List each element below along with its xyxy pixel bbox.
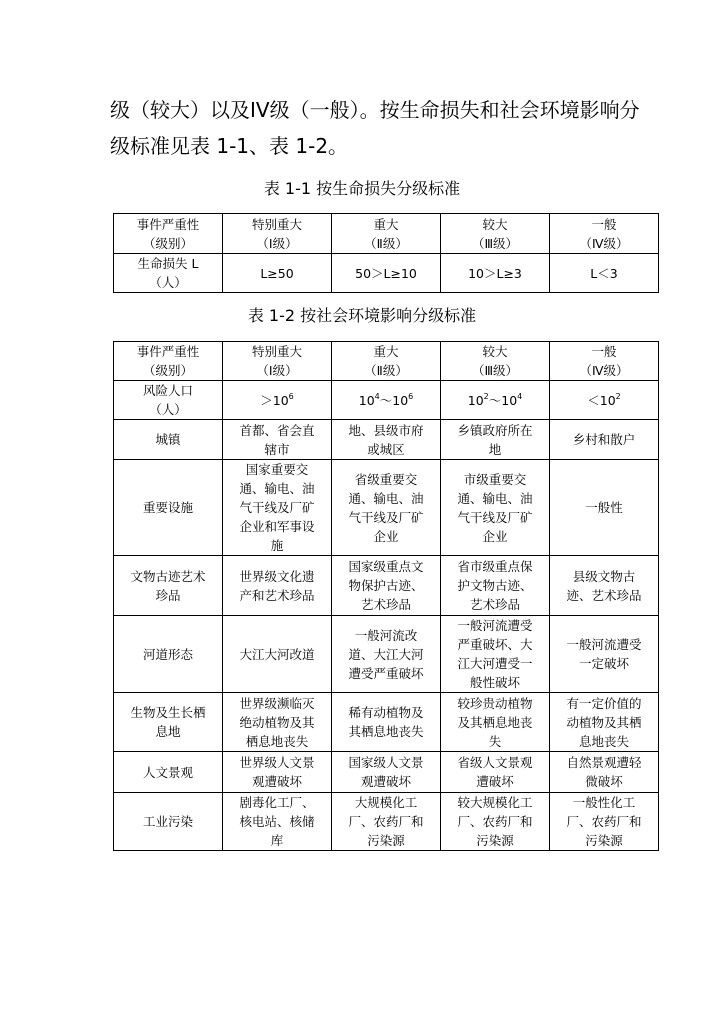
cell-line: 通、输电、油 [239, 481, 315, 496]
cell-line: 通、输电、油 [348, 490, 424, 506]
exponent: 2 [615, 391, 621, 401]
cell-line: 道、大江大河 [348, 646, 424, 662]
table-cell [550, 693, 659, 752]
paragraph-line: 级（较大）以及IV级（一般）。按生命损失和社会环境影响分 [110, 98, 640, 122]
table-cell [550, 793, 659, 851]
table-cell [332, 214, 441, 254]
cell-line: 人文景观 [142, 764, 193, 780]
cell-line: 国家级人文景 [348, 755, 424, 770]
cell-line: 污染源 [476, 833, 514, 848]
table-cell [223, 460, 332, 556]
cell-line: 特别重大 [251, 344, 302, 359]
table-cell [332, 693, 441, 752]
table-cell [332, 556, 441, 616]
cell-line: 污染源 [367, 833, 405, 848]
table-cell [114, 214, 223, 254]
cell-line: 自然景观遭轻 [566, 755, 642, 770]
cell-line: 般性破坏 [469, 675, 520, 690]
table-cell [114, 616, 223, 693]
cell-line: 厂、农药厂和 [457, 814, 533, 829]
cell-line: 核电站、核储 [239, 814, 315, 829]
cell-line: 厂、农药厂和 [566, 814, 642, 829]
cell-line: 气干线及厂矿 [348, 509, 424, 525]
cell-line: 风险人口 [142, 383, 193, 398]
cell-line: 通、输电、油 [457, 490, 533, 506]
table-row [114, 752, 659, 793]
cell-line: 一般河流改 [354, 627, 418, 643]
table-cell [332, 793, 441, 851]
cell-line: 有一定价值的 [566, 695, 642, 711]
population-value: ＞10 [260, 392, 289, 408]
cell-line: 企业和军事设 [239, 519, 315, 534]
cell-line: 厂、农药厂和 [348, 814, 424, 829]
table-row [114, 420, 659, 460]
table-cell [550, 342, 659, 381]
population-value: ～10 [379, 392, 409, 408]
cell-line: （级别） [142, 363, 193, 378]
table-cell [550, 214, 659, 254]
cell-line: 遭受严重破坏 [348, 665, 424, 681]
cell-line: 特别重大 [251, 216, 302, 232]
cell-line: 息地 [155, 724, 181, 739]
cell-line: 企业 [373, 528, 399, 544]
cell-line: 迹、艺术珍品 [566, 587, 642, 603]
table-row [114, 460, 659, 556]
table-cell [332, 752, 441, 793]
cell-line: 动植物及其栖 [566, 714, 642, 730]
cell-line: 气干线及厂矿 [457, 509, 533, 525]
table-cell [550, 556, 659, 616]
cell-line: 观遭破坏 [251, 774, 302, 789]
cell-line: 江大河遭受一 [457, 656, 533, 671]
table-cell [223, 616, 332, 693]
table-cell [441, 693, 550, 752]
table-cell [114, 693, 223, 752]
cell-line: 艺术珍品 [469, 597, 520, 612]
table-cell [114, 752, 223, 793]
cell-line: 严重破坏、大 [457, 637, 533, 652]
life-loss-table [113, 213, 659, 293]
table-cell [223, 420, 332, 460]
cell-line: 文物古迹艺术 [130, 568, 206, 584]
cell-line: 50＞L≥10 [355, 265, 417, 281]
table-cell [332, 342, 441, 381]
table-cell [114, 381, 223, 420]
table-cell [550, 616, 659, 693]
table-cell [223, 693, 332, 752]
cell-line: 失 [488, 733, 502, 749]
cell-line: 世界级人文景 [239, 755, 315, 770]
table-row [114, 254, 659, 293]
cell-line: 一般河流遭受 [566, 637, 642, 652]
table-cell [441, 793, 550, 851]
population-value: 10 [358, 392, 375, 408]
cell-line: （Ⅱ级） [364, 363, 408, 378]
table-row [114, 693, 659, 752]
cell-line: 一般 [591, 344, 617, 359]
cell-line: 其栖息地丧失 [348, 724, 424, 739]
table-cell [223, 342, 332, 381]
cell-line: 较珍贵动植物 [457, 695, 533, 711]
cell-line: （Ⅰ级） [256, 363, 298, 378]
cell-line: 市级重要交 [463, 471, 527, 487]
cell-line: 气干线及厂矿 [239, 500, 315, 515]
cell-line: 施 [270, 538, 284, 553]
cell-line: （Ⅰ级） [256, 235, 298, 251]
cell-line: 微破坏 [585, 774, 623, 789]
cell-line: 艺术珍品 [360, 597, 411, 612]
table-cell [223, 381, 332, 420]
table-cell [223, 556, 332, 616]
cell-line: 地、县级市府 [348, 422, 424, 438]
table-cell [223, 254, 332, 293]
table-cell [332, 460, 441, 556]
cell-line: 重大 [373, 216, 399, 232]
table-cell [441, 214, 550, 254]
table-row [114, 556, 659, 616]
table-cell [441, 381, 550, 420]
cell-line: 河道形态 [142, 646, 193, 662]
cell-line: 及其栖息地丧 [457, 714, 533, 730]
cell-line: （人） [149, 275, 187, 290]
cell-line: 较大规模化工 [457, 795, 533, 810]
social-environment-table [113, 341, 659, 851]
cell-line: L＜3 [590, 265, 618, 281]
table-row [114, 616, 659, 693]
table-cell [550, 254, 659, 293]
cell-line: 城镇 [155, 432, 181, 447]
table-cell [550, 381, 659, 420]
cell-line: （Ⅲ级） [471, 363, 519, 378]
cell-line: 遭破坏 [476, 774, 514, 789]
cell-line: 较大 [482, 344, 508, 359]
table-cell [550, 420, 659, 460]
cell-line: 事件严重性 [136, 344, 200, 359]
cell-line: （级别） [142, 235, 193, 251]
cell-line: 栖息地丧失 [245, 733, 309, 749]
cell-line: 或城区 [367, 441, 405, 457]
exponent: 6 [288, 391, 294, 401]
table-2-caption: 表 1-2 按社会环境影响分级标准 [247, 306, 477, 325]
cell-line: 世界级濒临灭 [239, 695, 315, 711]
table-row [114, 214, 659, 254]
cell-line: （Ⅲ级） [471, 235, 519, 251]
cell-line: 乡镇政府所在 [457, 422, 533, 438]
table-cell [550, 460, 659, 556]
cell-line: 生命损失 L [137, 256, 199, 271]
table-cell [332, 616, 441, 693]
population-value: ～10 [488, 392, 518, 408]
cell-line: 重大 [373, 344, 399, 359]
cell-line: 稀有动植物及 [348, 705, 424, 720]
cell-line: 国家级重点文 [348, 559, 424, 574]
cell-line: 乡村和散户 [572, 432, 636, 447]
table-cell [114, 254, 223, 293]
cell-line: 辖市 [264, 441, 290, 457]
exponent: 4 [517, 391, 523, 401]
cell-line: （Ⅳ级） [579, 235, 629, 251]
cell-line: 珍品 [155, 587, 181, 603]
cell-line: 较大 [482, 216, 508, 232]
cell-line: 绝动植物及其 [239, 714, 315, 730]
table-row [114, 793, 659, 851]
table-cell [550, 752, 659, 793]
cell-line: 企业 [482, 528, 508, 544]
cell-line: 库 [270, 833, 284, 848]
cell-line: L≥50 [260, 265, 294, 281]
table-cell [441, 616, 550, 693]
exponent: 4 [374, 391, 380, 401]
cell-line: 大江大河改道 [239, 646, 315, 662]
table-1-caption: 表 1-1 按生命损失分级标准 [263, 179, 461, 198]
table-cell [114, 556, 223, 616]
table-cell [441, 420, 550, 460]
cell-line: 事件严重性 [136, 216, 200, 232]
paragraph-line: 级标准见表 1-1、表 1-2。 [110, 134, 349, 158]
cell-line: 国家重要交 [245, 462, 309, 477]
cell-line: 息地丧失 [578, 733, 629, 749]
table-cell [441, 752, 550, 793]
cell-line: 一般性 [585, 500, 623, 515]
population-value: 10 [467, 392, 484, 408]
cell-line: 省级重要交 [354, 471, 418, 487]
cell-line: （Ⅱ级） [364, 235, 408, 251]
cell-line: 物保护古迹、 [348, 578, 424, 593]
cell-line: 污染源 [585, 833, 623, 848]
intro-paragraph [110, 92, 640, 164]
cell-line: 省市级重点保 [457, 559, 533, 574]
table-cell [114, 460, 223, 556]
table-cell [114, 420, 223, 460]
table-cell [114, 342, 223, 381]
table-cell [223, 752, 332, 793]
cell-line: 首都、省会直 [239, 422, 315, 438]
cell-line: （Ⅳ级） [579, 363, 629, 378]
table-row [114, 381, 659, 420]
cell-line: 观遭破坏 [360, 774, 411, 789]
cell-line: 县级文物古 [572, 568, 636, 584]
cell-line: 剧毒化工厂、 [239, 795, 315, 810]
cell-line: 地 [488, 441, 502, 457]
population-value: ＜10 [587, 392, 616, 408]
cell-line: 大规模化工 [354, 795, 418, 810]
cell-line: 护文物古迹、 [457, 578, 533, 593]
exponent: 6 [408, 391, 414, 401]
cell-line: 产和艺术珍品 [239, 587, 315, 603]
cell-line: 一定破坏 [578, 656, 629, 671]
cell-line: 一般 [591, 216, 617, 232]
cell-line: 重要设施 [142, 500, 193, 515]
table-cell [332, 254, 441, 293]
table-cell [332, 381, 441, 420]
cell-line: 一般性化工 [572, 795, 636, 810]
table-cell [441, 342, 550, 381]
table-cell [332, 420, 441, 460]
cell-line: 工业污染 [142, 814, 193, 829]
table-cell [441, 254, 550, 293]
cell-line: 10＞L≥3 [468, 265, 522, 281]
cell-line: （人） [149, 402, 187, 417]
cell-line: 省级人文景观 [457, 755, 533, 770]
exponent: 2 [483, 391, 489, 401]
cell-line: 生物及生长栖 [130, 705, 206, 720]
table-cell [223, 793, 332, 851]
cell-line: 世界级文化遗 [239, 568, 315, 584]
table-cell [441, 460, 550, 556]
table-cell [114, 793, 223, 851]
table-cell [441, 556, 550, 616]
table-cell [223, 214, 332, 254]
cell-line: 一般河流遭受 [457, 618, 533, 633]
table-header-row [114, 342, 659, 381]
